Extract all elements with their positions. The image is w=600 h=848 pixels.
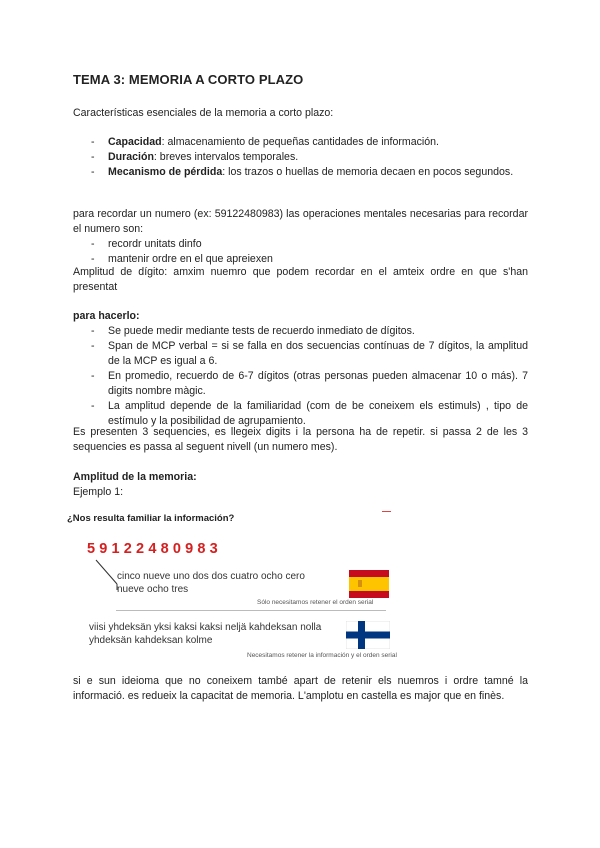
list-item: [73, 150, 528, 165]
term-text: : almacenamiento de pequeñas cantidades de información.: [161, 136, 439, 148]
term-mecanismo: Mecanismo de pérdida: [108, 166, 223, 178]
how-list: [73, 324, 528, 429]
term-duracion: Duración: [108, 151, 154, 163]
spanish-line-2: nueve ocho tres: [117, 584, 189, 595]
list-item: - La amplitud depende de la familiaridad (com de be coneixem els estimuls) , tipo de estímulo y la posibilidad de agrupamiento.: [73, 399, 528, 429]
list-item: - Span de MCP verbal = si se falla en dos secuencias contínuas de 7 dígitos, la amplitud de la MCP es igual a 6.: [73, 339, 528, 369]
spanish-caption: Sólo necesitamos retener el orden serial: [257, 599, 374, 606]
list-item: - Se puede medir mediante tests de recuerdo inmediato de dígitos.: [73, 324, 528, 339]
list-item: - recordr unitats dinfo: [73, 237, 528, 252]
finland-flag-icon: [346, 621, 390, 649]
divider: [116, 610, 386, 611]
recall-paragraph: para recordar un numero (ex: 59122480983) las operaciones mentales necesarias para recordar el numero son:: [73, 208, 528, 235]
figure-digits: 59122480983: [87, 541, 222, 557]
list-item: - En promedio, recuerdo de 6-7 dígitos (otras personas pueden almacenar 10 o más). 7 digits nombre màgic.: [73, 369, 528, 399]
recall-list: [73, 237, 528, 267]
memory-heading: Amplitud de la memoria:: [73, 471, 197, 483]
characteristics-list: [73, 135, 528, 180]
spanish-line-1: cinco nueve uno dos dos cuatro ocho cero: [117, 571, 305, 582]
figure-question: ¿Nos resulta familiar la información?: [67, 513, 235, 524]
term-text: : breves intervalos temporales.: [153, 151, 299, 163]
list-item: [73, 135, 528, 150]
example-figure: [60, 508, 400, 668]
intro-text: Características esenciales de la memoria a corto plazo:: [73, 107, 334, 119]
term-text: : los trazos o huellas de memoria decaen en pocos segundos.: [222, 166, 514, 178]
finnish-line-1: viisi yhdeksän yksi kaksi kaksi neljä kahdeksan nolla: [89, 622, 322, 633]
spain-flag-icon: [349, 570, 389, 598]
finnish-text: [89, 621, 321, 647]
spanish-text: [117, 570, 305, 596]
page-title: TEMA 3: MEMORIA A CORTO PLAZO: [73, 72, 304, 87]
term-capacidad: Capacidad: [108, 136, 162, 148]
finnish-line-2: yhdeksän kahdeksan kolme: [89, 635, 213, 646]
how-heading: para hacerlo:: [73, 310, 140, 322]
conclusion-paragraph: si e sun ideioma que no coneixem també apart de retenir els nuemros i ordre tamné la informació. es redueix la capacitat de memoria. L'amplotu en castella es major que en finès.: [73, 675, 528, 702]
finnish-caption: Necesitamos retener la información y el orden serial: [247, 652, 397, 659]
list-item: - mantenir ordre en el que apreiexen: [73, 252, 528, 267]
list-item: [73, 165, 528, 180]
sequences-paragraph: Es presenten 3 sequencies, es llegeix digits i la persona ha de repetir. si passa 2 de les 3 sequencies es passa al seguent nivell (un numero mes).: [73, 426, 528, 453]
amplitud-paragraph: Amplitud de dígito: amxim nuemro que podem recordar en el amteix ordre en que s'han presentat: [73, 266, 528, 293]
example-label: Ejemplo 1:: [73, 486, 124, 498]
